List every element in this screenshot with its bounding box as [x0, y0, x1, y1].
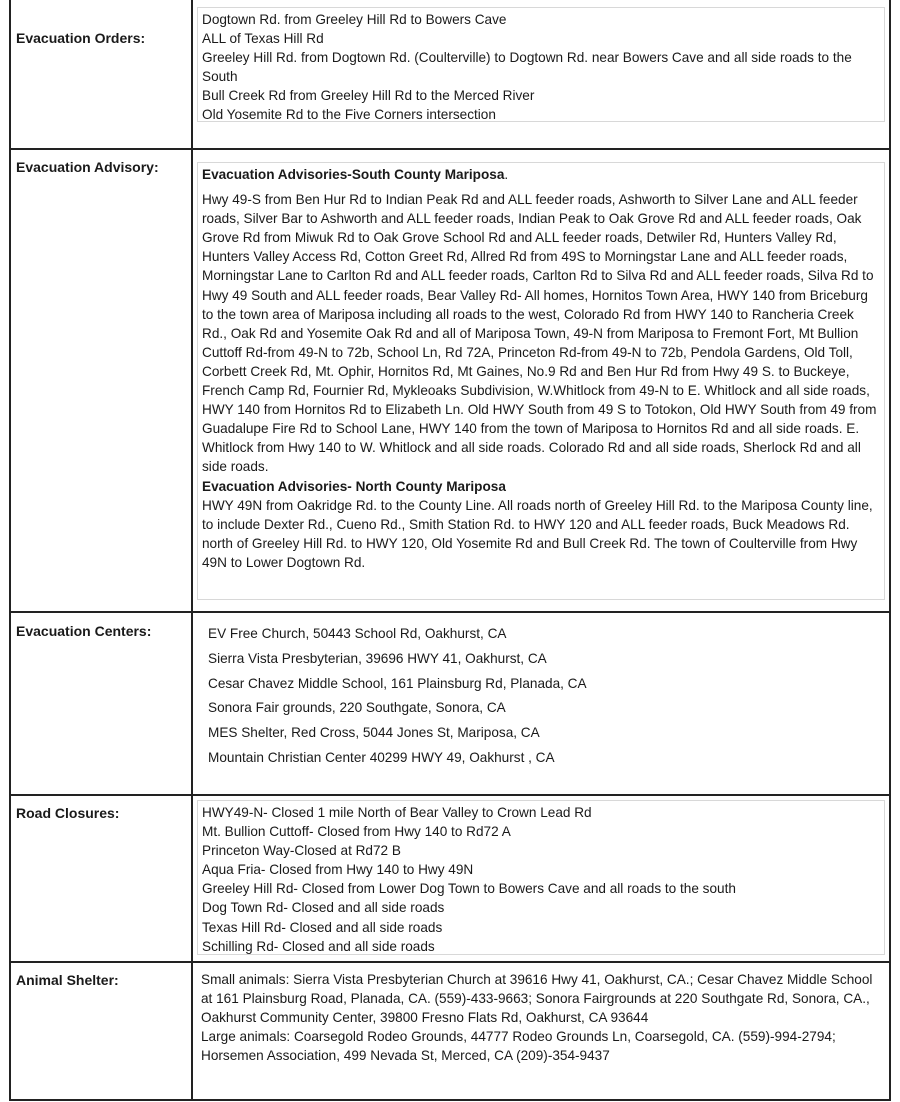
north-county-heading: Evacuation Advisories- North County Mariposa	[202, 478, 506, 494]
closure-line-7: Texas Hill Rd- Closed and all side roads	[202, 919, 443, 935]
row-road-closures	[11, 794, 889, 961]
center-line-6: Mountain Christian Center 40299 HWY 49, Oakhurst , CA	[208, 749, 555, 765]
closures-text-box	[197, 800, 885, 955]
south-county-heading-period: .	[504, 167, 509, 182]
order-line-4: Bull Creek Rd from Greeley Hill Rd to the Merced River	[202, 88, 535, 104]
south-county-heading-line	[202, 165, 879, 184]
order-line-5: Old Yosemite Rd to the Five Corners intersection	[202, 107, 496, 123]
row-animal-shelter	[11, 961, 889, 1099]
label-evacuation-advisory: Evacuation Advisory:	[11, 150, 193, 611]
order-line-2: ALL of Texas Hill Rd	[202, 31, 324, 47]
center-line-1: EV Free Church, 50443 School Rd, Oakhurst, CA	[208, 626, 507, 641]
south-county-advisory-text: Hwy 49-S from Ben Hur Rd to Indian Peak Rd and ALL feeder roads, Ashworth to Silver Lane and ALL feeder roads, Silver Bar to Ashworth and ALL feeder roads, Indian Peak to Oak Grove Rd and ALL feeder roads, Oak Grove Rd from Miwuk Rd to Oak Grove School Rd and ALL feeder roads, Detwiler Rd, Hunters Valley Rd, Hunters Valley Access Rd, Cotton Greet Rd, Allred Rd from 49S to Morningstar Lane and ALL feeder roads, Morningstar Lane to Carlton Rd and ALL feeder roads, Carlton Rd to Silva Rd and ALL feeder roads, Silva Rd to Hwy 49 South and ALL feeder roads, Bear Valley Rd- All homes, Hornitos Town Area, HWY 140 from Briceburg to the town area of Mariposa including all roads to the west, Colorado Rd from HWY 140 to Rancheria Creek Rd., Oak Rd and Yosemite Oak Rd and all of Mariposa Town, 49-N from Mariposa to Fremont Fort, Mt Bullion Cuttoff Rd-from 49-N to 72b, School Ln, Rd 72A, Princeton Rd-from 49-N to 72b, Pendola Gardens, Old Toll, Corbett Creek Rd, Mt. Ophir, Hornitos Rd, Mt Gaines, No.9 Rd and Ben Hur Rd from Hwy 49 S. to Buckeye, French Camp Rd, Fournier Rd, Mykleoaks Subdivision, W.Whitlock from 49-N to E. Whitlock and all side roads, HWY 140 from Hornitos Rd to Elizabeth Ln. Old HWY South from 49 S to Totokon, Old HWY South from 49 from Guadalupe Fire Rd to School Lane, HWY 140 from the town of Mariposa to Hornitos Rd and all side roads. E. Whitlock from Hwy 140 to W. Whitlock and all side roads. Colorado Rd and all side roads, Sherlock Rd and all side roads.	[202, 192, 877, 475]
closure-line-4: Aqua Fria- Closed from Hwy 140 to Hwy 49N	[202, 862, 474, 878]
label-animal-shelter: Animal Shelter:	[11, 963, 193, 1099]
large-animals-text: Large animals: Coarsegold Rodeo Grounds, 44777 Rodeo Grounds Ln, Coarsegold, CA. (559)-994-2794; Horsemen Association, 499 Nevada St, Merced, CA (209)-354-9437	[201, 1029, 836, 1064]
closure-line-5: Greeley Hill Rd- Closed from Lower Dog Town to Bowers Cave and all roads to the south	[202, 881, 736, 897]
row-evacuation-orders	[11, 0, 889, 148]
order-line-3: Greeley Hill Rd. from Dogtown Rd. (Coulterville) to Dogtown Rd. near Bowers Cave and all side roads to the South	[202, 50, 852, 85]
closure-line-3: Princeton Way-Closed at Rd72 B	[202, 843, 401, 859]
cell-animal-shelter	[195, 963, 889, 1099]
cell-road-closures	[195, 796, 889, 961]
small-animals-text: Small animals: Sierra Vista Presbyterian Church at 39616 Hwy 41, Oakhurst, CA.; Cesar Chavez Middle School at 161 Plainsburg Road, Planada, CA. (559)-433-9663; Sonora Fairgrounds at 220 Southgate Rd, Sonora, CA., Oakhurst Community Center, 39800 Fresno Flats Rd, Oakhurst, CA 93644	[201, 972, 873, 1026]
orders-text-box	[197, 7, 885, 122]
label-evacuation-orders: Evacuation Orders:	[11, 0, 193, 148]
closure-line-8: Schilling Rd- Closed and all side roads	[202, 938, 435, 954]
north-county-advisory-text: HWY 49N from Oakridge Rd. to the County Line. All roads north of Greeley Hill Rd. to the Mariposa County line, to include Dexter Rd., Cueno Rd., Smith Station Rd. to HWY 120 and ALL feeder roads, Buck Meadows Rd. north of Greeley Hill Rd. to HWY 120, Old Yosemite Rd and Bull Creek Rd. The town of Coulterville from Hwy 49N to Lower Dogtown Rd.	[202, 497, 873, 570]
evacuation-info-table	[9, 0, 891, 1101]
closure-line-6: Dog Town Rd- Closed and all side roads	[202, 900, 445, 916]
closure-line-2: Mt. Bullion Cuttoff- Closed from Hwy 140 to Rd72 A	[202, 824, 511, 840]
label-road-closures: Road Closures:	[11, 796, 193, 961]
cell-evacuation-advisory	[195, 150, 889, 611]
cell-evacuation-centers	[195, 613, 889, 794]
center-line-2: Sierra Vista Presbyterian, 39696 HWY 41, Oakhurst, CA	[208, 650, 547, 666]
south-county-heading: Evacuation Advisories-South County Mariposa	[202, 167, 505, 182]
center-line-3: Cesar Chavez Middle School, 161 Plainsburg Rd, Planada, CA	[208, 675, 587, 691]
center-line-4: Sonora Fair grounds, 220 Southgate, Sonora, CA	[208, 700, 506, 716]
order-line-1: Dogtown Rd. from Greeley Hill Rd to Bowers Cave	[202, 12, 507, 27]
row-evacuation-advisory	[11, 148, 889, 611]
row-evacuation-centers	[11, 611, 889, 794]
advisory-text-box	[197, 162, 885, 600]
closure-line-1: HWY49-N- Closed 1 mile North of Bear Valley to Crown Lead Rd	[202, 805, 592, 820]
center-line-5: MES Shelter, Red Cross, 5044 Jones St, Mariposa, CA	[208, 725, 540, 741]
label-evacuation-centers: Evacuation Centers:	[11, 613, 193, 794]
cell-evacuation-orders	[195, 0, 889, 148]
